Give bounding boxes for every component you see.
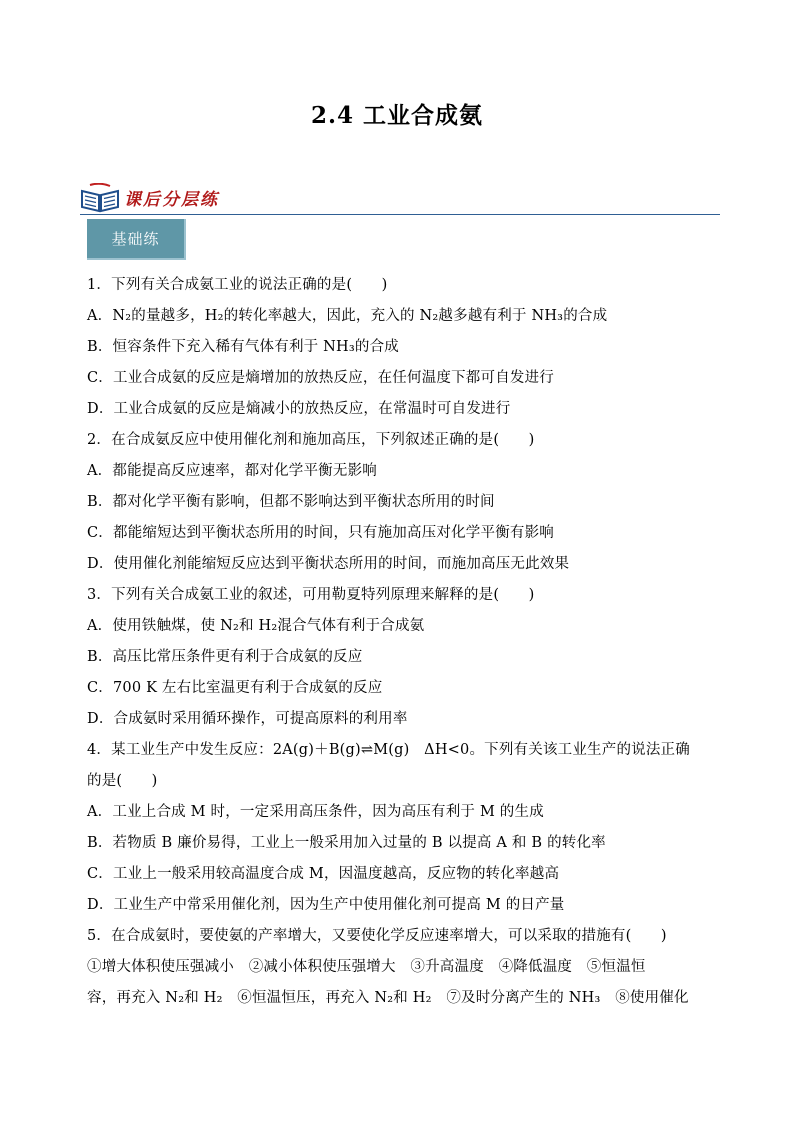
- text-line: 的是( ): [87, 773, 158, 789]
- text-line: 容，再充入 N₂和 H₂ ⑥恒温恒压，再充入 N₂和 H₂ ⑦及时分离产生的 NH₃ ⑧使用催化: [87, 990, 689, 1006]
- text-line: D．合成氨时采用循环操作，可提高原料的利用率: [87, 711, 408, 727]
- text-line: 3．下列有关合成氨工业的叙述，可用勒夏特列原理来解释的是( ): [87, 587, 535, 603]
- text-line: 2．在合成氨反应中使用催化剂和施加高压，下列叙述正确的是( ): [87, 432, 535, 448]
- text-line: A．都能提高反应速率，都对化学平衡无影响: [87, 463, 377, 479]
- text-line: A．使用铁触煤，使 N₂和 H₂混合气体有利于合成氨: [87, 618, 425, 634]
- text-line: D．工业合成氨的反应是熵减小的放热反应，在常温时可自发进行: [87, 401, 511, 417]
- text-line: C．700 K 左右比室温更有利于合成氨的反应: [87, 680, 383, 696]
- page-title: 2.4 工业合成氨: [310, 102, 484, 129]
- text-line: D．工业生产中常采用催化剂，因为生产中使用催化剂可提高 M 的日产量: [87, 897, 565, 913]
- text-line: B．都对化学平衡有影响，但都不影响达到平衡状态所用的时间: [87, 494, 495, 510]
- text-line: 1．下列有关合成氨工业的说法正确的是( ): [87, 277, 388, 293]
- book-icon: [80, 183, 120, 213]
- text-line: D．使用催化剂能缩短反应达到平衡状态所用的时间，而施加高压无此效果: [87, 556, 570, 572]
- section-title: 课后分层练: [124, 190, 219, 210]
- text-line: C．都能缩短达到平衡状态所用的时间，只有施加高压对化学平衡有影响: [87, 525, 554, 541]
- text-line: 4．某工业生产中发生反应：2A(g)＋B(g)⇌M(g) ΔH<0。下列有关该工业生产的说法正确: [87, 742, 690, 758]
- text-line: A．N₂的量越多，H₂的转化率越大，因此，充入的 N₂越多越有利于 NH₃的合成: [87, 308, 608, 324]
- text-line: 5．在合成氨时，要使氨的产率增大，又要使化学反应速率增大，可以采取的措施有( ): [87, 928, 667, 944]
- section-divider: [80, 214, 720, 215]
- text-line: A．工业上合成 M 时，一定采用高压条件，因为高压有利于 M 的生成: [87, 804, 544, 820]
- text-line: ①增大体积使压强减小 ②减小体积使压强增大 ③升高温度 ④降低温度 ⑤恒温恒: [87, 959, 646, 975]
- text-line: C．工业合成氨的反应是熵增加的放热反应，在任何温度下都可自发进行: [87, 370, 554, 386]
- text-line: B．若物质 B 廉价易得，工业上一般采用加入过量的 B 以提高 A 和 B 的转化率: [87, 835, 606, 851]
- text-line: B．高压比常压条件更有利于合成氨的反应: [87, 649, 363, 665]
- text-line: B．恒容条件下充入稀有气体有利于 NH₃的合成: [87, 339, 400, 355]
- section-header: [80, 181, 720, 217]
- question-list: [87, 272, 727, 1016]
- text-line: C．工业上一般采用较高温度合成 M，因温度越高，反应物的转化率越高: [87, 866, 560, 882]
- tab-basic-practice[interactable]: 基础练: [87, 219, 186, 260]
